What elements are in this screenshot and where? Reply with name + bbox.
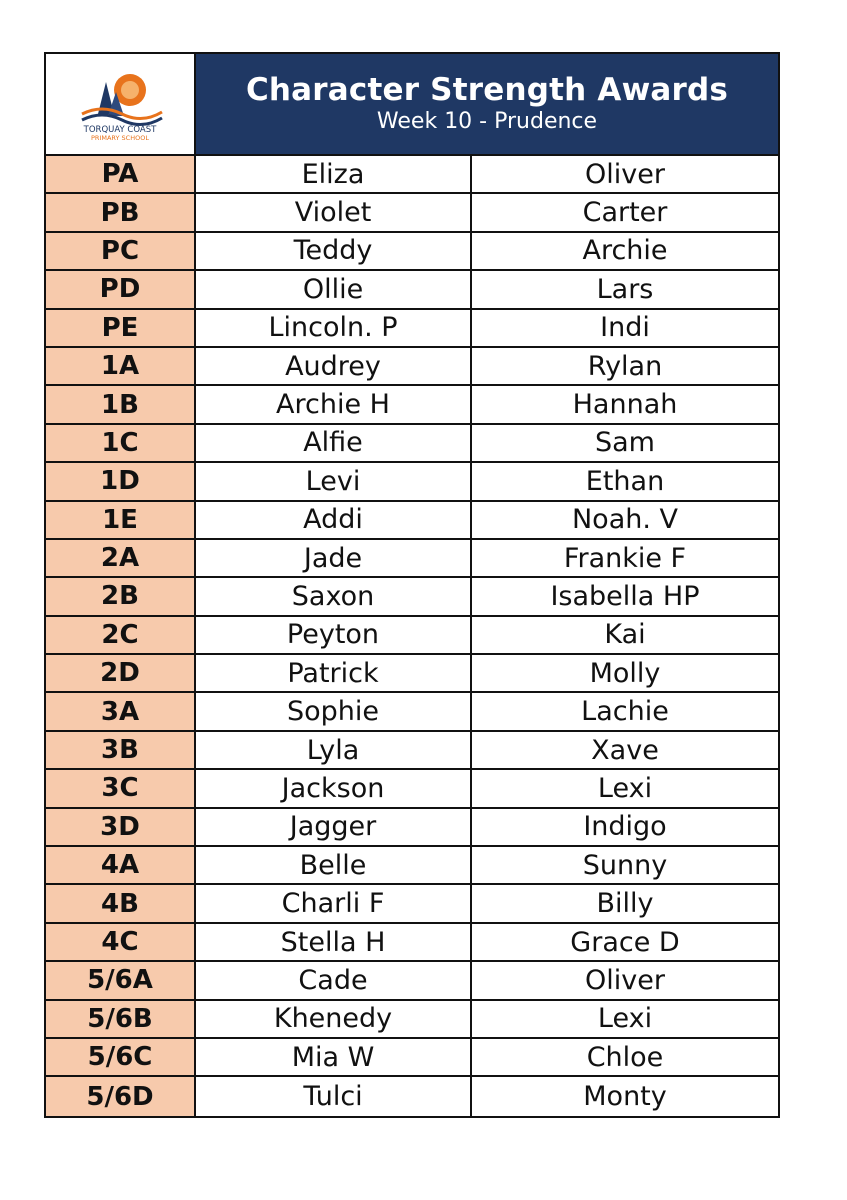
award-recipient-2: Ethan xyxy=(585,465,665,497)
table-row xyxy=(46,271,778,309)
award-recipient-2: Rylan xyxy=(587,350,663,382)
award-recipient-2: Sam xyxy=(595,427,655,459)
award-recipient-2: Billy xyxy=(596,888,654,920)
table-row xyxy=(46,924,778,962)
award-recipient-1: Sophie xyxy=(196,693,472,729)
award-recipient-2: Oliver xyxy=(585,158,665,190)
award-recipient-2: Sunny xyxy=(582,849,668,881)
class-code: 1C xyxy=(46,425,196,461)
class-code: 3B xyxy=(46,732,196,768)
award-recipient-1: Cade xyxy=(196,962,472,998)
class-code: 2C xyxy=(46,617,196,653)
award-recipient-1: Stella H xyxy=(196,924,472,960)
table-row xyxy=(46,386,778,424)
table-row xyxy=(46,156,778,194)
award-recipient-2: Lachie xyxy=(581,696,669,728)
award-recipient-1: Teddy xyxy=(196,233,472,269)
table-row xyxy=(46,578,778,616)
award-rows xyxy=(46,156,778,1116)
table-row xyxy=(46,1077,778,1115)
table-row xyxy=(46,732,778,770)
class-code: 1D xyxy=(46,463,196,499)
class-code: 4B xyxy=(46,885,196,921)
table-row xyxy=(46,233,778,271)
class-code: PC xyxy=(46,233,196,269)
table-row xyxy=(46,847,778,885)
award-recipient-1: Jackson xyxy=(196,770,472,806)
table-row xyxy=(46,425,778,463)
table-header xyxy=(46,54,778,156)
award-recipient-1: Eliza xyxy=(196,156,472,192)
table-row xyxy=(46,617,778,655)
class-code: 2D xyxy=(46,655,196,691)
award-recipient-2: Indi xyxy=(600,312,650,344)
award-recipient-1: Saxon xyxy=(196,578,472,614)
class-code: 3D xyxy=(46,809,196,845)
class-code: 5/6D xyxy=(46,1077,196,1115)
award-recipient-1: Jagger xyxy=(196,809,472,845)
award-recipient-2: Kai xyxy=(604,619,646,651)
award-recipient-2: Indigo xyxy=(583,811,667,843)
school-logo xyxy=(46,54,196,154)
award-recipient-1: Charli F xyxy=(196,885,472,921)
award-recipient-2: Lexi xyxy=(597,772,653,804)
award-recipient-1: Archie H xyxy=(196,386,472,422)
award-recipient-2: Monty xyxy=(583,1081,667,1113)
award-recipient-2: Carter xyxy=(582,197,668,229)
award-recipient-1: Khenedy xyxy=(196,1001,472,1037)
class-code: 4C xyxy=(46,924,196,960)
table-row xyxy=(46,194,778,232)
class-code: 3C xyxy=(46,770,196,806)
logo-text-line2: PRIMARY SCHOOL xyxy=(91,134,149,142)
class-code: 1A xyxy=(46,348,196,384)
award-recipient-1: Ollie xyxy=(196,271,472,307)
class-code: 1E xyxy=(46,502,196,538)
table-row xyxy=(46,463,778,501)
class-code: 4A xyxy=(46,847,196,883)
table-row xyxy=(46,310,778,348)
class-code: 1B xyxy=(46,386,196,422)
award-recipient-1: Jade xyxy=(196,540,472,576)
award-recipient-1: Violet xyxy=(196,194,472,230)
award-recipient-1: Patrick xyxy=(196,655,472,691)
table-row xyxy=(46,809,778,847)
award-recipient-1: Lincoln. P xyxy=(196,310,472,346)
award-recipient-1: Alfie xyxy=(196,425,472,461)
award-recipient-2: Lexi xyxy=(597,1003,653,1035)
award-recipient-1: Peyton xyxy=(196,617,472,653)
award-recipient-2: Noah. V xyxy=(571,504,678,536)
table-row xyxy=(46,502,778,540)
awards-table xyxy=(44,52,780,1118)
award-recipient-2: Frankie F xyxy=(563,542,687,574)
table-row xyxy=(46,1039,778,1077)
table-row xyxy=(46,962,778,1000)
award-recipient-1: Belle xyxy=(196,847,472,883)
award-recipient-2: Oliver xyxy=(585,964,665,996)
award-recipient-1: Addi xyxy=(196,502,472,538)
table-row xyxy=(46,655,778,693)
school-logo-icon xyxy=(72,64,168,144)
award-recipient-2: Hannah xyxy=(572,389,678,421)
class-code: 3A xyxy=(46,693,196,729)
award-recipient-2: Archie xyxy=(582,235,668,267)
class-code: 5/6C xyxy=(46,1039,196,1075)
award-recipient-1: Mia W xyxy=(196,1039,472,1075)
table-row xyxy=(46,348,778,386)
class-code: PB xyxy=(46,194,196,230)
table-row xyxy=(46,540,778,578)
table-row xyxy=(46,885,778,923)
table-row xyxy=(46,1001,778,1039)
award-recipient-2: Xave xyxy=(591,734,659,766)
class-code: 5/6B xyxy=(46,1001,196,1037)
award-recipient-2: Molly xyxy=(589,657,661,689)
class-code: PD xyxy=(46,271,196,307)
title-banner xyxy=(196,54,778,154)
award-recipient-1: Audrey xyxy=(196,348,472,384)
award-recipient-2: Lars xyxy=(596,273,654,305)
award-recipient-1: Levi xyxy=(196,463,472,499)
award-recipient-1: Tulci xyxy=(196,1077,472,1115)
class-code: 2B xyxy=(46,578,196,614)
table-row xyxy=(46,693,778,731)
page-subtitle: Week 10 - Prudence xyxy=(376,109,598,134)
class-code: 5/6A xyxy=(46,962,196,998)
table-row xyxy=(46,770,778,808)
class-code: PE xyxy=(46,310,196,346)
award-recipient-2: Grace D xyxy=(570,926,680,958)
class-code: PA xyxy=(46,156,196,192)
award-recipient-1: Lyla xyxy=(196,732,472,768)
class-code: 2A xyxy=(46,540,196,576)
award-recipient-2: Isabella HP xyxy=(550,580,700,612)
page-title: Character Strength Awards xyxy=(245,72,729,108)
logo-text-line1: TORQUAY COAST xyxy=(83,125,157,135)
award-recipient-2: Chloe xyxy=(586,1041,664,1073)
